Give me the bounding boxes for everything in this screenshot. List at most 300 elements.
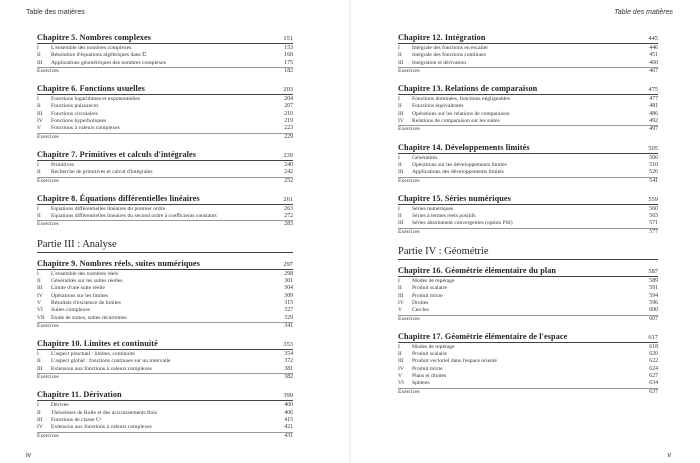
section-title: Résultats d'existence de limites — [51, 299, 121, 306]
section-title: Fonctions de classe Cᵏ — [51, 416, 102, 423]
section-entry — [37, 358, 293, 365]
section-entry — [37, 103, 293, 110]
section-page: 207 — [284, 103, 293, 110]
chapter-title: Chapitre 15. Séries numériques — [398, 193, 511, 203]
section-number: V — [398, 307, 403, 314]
section-page: 406 — [284, 409, 293, 416]
chapter-page: 475 — [648, 86, 658, 94]
section-title: Fonctions à valeurs complexes — [51, 125, 120, 132]
section-title: Limite d'une suite réelle — [51, 285, 105, 292]
section-entry — [398, 285, 658, 292]
section-title: Séries absolument convergentes (option PSI) — [412, 220, 513, 227]
section-number: I — [398, 45, 400, 51]
section-page: 477 — [649, 96, 658, 103]
section-entry — [398, 213, 658, 220]
section-number: VI — [398, 380, 404, 387]
section-title: Fonctions équivalentes — [412, 103, 464, 110]
chapter-heading — [37, 390, 293, 401]
section-page: 223 — [284, 125, 293, 132]
section-page: 153 — [284, 45, 293, 51]
section-number: IV — [37, 424, 43, 431]
section-number: I — [398, 205, 400, 212]
section-title: Opérations sur les limites — [51, 292, 109, 299]
section-title: Séries numériques — [412, 205, 454, 212]
section-page: 541 — [649, 177, 658, 184]
section-number: IV — [398, 365, 404, 372]
section-page: 372 — [284, 358, 293, 365]
chapter-page: 203 — [283, 86, 293, 94]
section-number: I — [37, 96, 39, 103]
chapter-page: 239 — [283, 151, 293, 159]
chapter-block — [37, 194, 293, 229]
section-page: 431 — [284, 432, 293, 439]
section-entry — [398, 169, 658, 176]
section-entry — [398, 220, 658, 227]
section-number: IV — [398, 299, 404, 306]
section-entry — [37, 315, 293, 322]
section-title: Équations différentielles linéaires du premier ordre — [51, 205, 166, 212]
section-page: 329 — [284, 314, 293, 321]
section-number: III — [37, 416, 43, 423]
section-page: 497 — [649, 126, 658, 133]
section-page: 571 — [649, 220, 658, 227]
section-number: V — [398, 373, 403, 380]
section-entry — [37, 125, 293, 132]
section-number: II — [398, 351, 402, 358]
section-title: Intégration et dérivation — [412, 59, 467, 66]
section-number: I — [37, 402, 39, 409]
section-page: 252 — [284, 177, 293, 184]
chapter-page: 151 — [283, 35, 293, 42]
section-number: I — [37, 161, 39, 168]
chapter-block — [398, 143, 658, 185]
section-page: 637 — [649, 388, 658, 395]
right-page — [351, 0, 700, 463]
section-number: VII — [37, 314, 45, 321]
section-title: L'aspect ponctuel : limites, continuité — [51, 351, 135, 358]
section-number: IV — [398, 118, 404, 125]
section-number: II — [398, 213, 402, 220]
section-page: 381 — [284, 365, 293, 372]
section-title: Modes de repérage — [412, 278, 455, 285]
section-entry — [398, 96, 658, 103]
chapter-title: Chapitre 7. Primitives et calculs d'intégrales — [37, 149, 197, 159]
section-title: Recherche de primitives et calcul d'intégrales — [51, 169, 153, 176]
section-page: 486 — [649, 110, 658, 117]
section-title: Intégrale des fonctions en escalier — [412, 45, 489, 51]
section-entry — [398, 52, 658, 59]
section-title: Exercices — [398, 67, 420, 74]
section-title: Extension aux fonctions à valeurs complexes — [51, 424, 152, 431]
chapter-heading — [398, 143, 658, 154]
section-entry — [37, 293, 293, 300]
section-number: IV — [37, 118, 43, 125]
section-number: I — [398, 343, 400, 350]
section-title: Exercices — [37, 67, 59, 74]
exercises-entry — [398, 315, 658, 323]
section-page: 263 — [284, 205, 293, 212]
section-number: II — [37, 278, 41, 285]
section-number: II — [398, 161, 402, 168]
section-title: Fonctions puissances — [51, 103, 99, 110]
chapter-title: Chapitre 8. Équations différentielles linéaires — [37, 193, 200, 203]
section-page: 210 — [284, 110, 293, 117]
section-entry — [37, 424, 293, 431]
section-title: Séries à termes réels positifs — [412, 213, 476, 220]
section-entry — [398, 118, 658, 125]
section-page: 589 — [649, 278, 658, 285]
section-number: V — [37, 125, 42, 132]
section-entry — [37, 213, 293, 220]
chapter-heading — [398, 332, 658, 343]
chapter-block — [37, 390, 293, 439]
section-title: Exercices — [398, 315, 420, 322]
section-title: Fonctions logarithmes et exponentielles — [51, 96, 141, 103]
section-entry — [398, 380, 658, 387]
section-entry — [398, 278, 658, 285]
chapter-title: Chapitre 12. Intégration — [398, 33, 486, 42]
chapter-page: 617 — [648, 333, 658, 341]
section-entry — [37, 278, 293, 285]
section-entry — [398, 344, 658, 351]
section-page: 627 — [649, 373, 658, 380]
section-number: II — [37, 103, 41, 110]
section-number: I — [37, 351, 39, 358]
section-page: 560 — [649, 205, 658, 212]
section-entry — [37, 162, 293, 169]
section-number: I — [37, 45, 39, 51]
section-page: 460 — [649, 59, 658, 66]
section-title: Exercices — [37, 221, 59, 228]
section-entry — [37, 351, 293, 358]
section-entry — [37, 52, 293, 59]
section-entry — [37, 96, 293, 103]
chapter-title: Chapitre 17. Géométrie élémentaire de l'espace — [398, 331, 568, 341]
toc-right — [398, 33, 658, 405]
section-title: Plans et droites — [412, 373, 447, 380]
chapter-heading — [398, 84, 658, 95]
section-number: I — [398, 278, 400, 285]
section-title: L'aspect global : fonctions continues sur un intervalle — [51, 358, 171, 365]
section-title: Extension aux fonctions à valeurs complexes — [51, 365, 152, 372]
section-page: 400 — [284, 402, 293, 409]
chapter-page: 353 — [283, 341, 293, 349]
section-page: 229 — [284, 133, 293, 140]
section-number: III — [398, 169, 404, 176]
section-page: 182 — [284, 67, 293, 74]
section-number: III — [398, 220, 404, 227]
chapter-block — [37, 259, 293, 330]
chapter-block — [398, 266, 658, 323]
section-page: 272 — [284, 213, 293, 220]
section-title: Suites complexes — [51, 307, 90, 314]
section-entry — [398, 358, 658, 365]
running-header: Table des matières — [614, 9, 673, 16]
section-title: Dérivée — [51, 402, 69, 409]
chapter-page: 505 — [648, 144, 658, 152]
chapter-heading — [398, 194, 658, 205]
section-title: Relations de comparaison sur les suites — [412, 118, 500, 125]
section-page: 315 — [284, 299, 293, 306]
section-page: 607 — [649, 315, 658, 322]
chapter-heading — [398, 266, 658, 277]
chapter-title: Chapitre 16. Géométrie élémentaire du plan — [398, 266, 557, 276]
toc-left — [37, 33, 293, 449]
section-entry — [37, 169, 293, 176]
section-number: II — [37, 52, 41, 59]
section-title: Exercices — [37, 133, 59, 140]
section-title: Exercices — [37, 432, 59, 439]
chapter-title: Chapitre 14. Développements limités — [398, 142, 530, 152]
section-page: 600 — [649, 307, 658, 314]
section-entry — [37, 417, 293, 424]
page-number: iv — [26, 452, 32, 459]
chapter-title: Chapitre 13. Relations de comparaison — [398, 84, 538, 94]
section-number: II — [398, 285, 402, 292]
section-title: Exercices — [398, 126, 420, 133]
chapter-title: Chapitre 10. Limites et continuité — [37, 339, 158, 349]
section-number: II — [37, 169, 41, 176]
section-title: Primitives — [51, 161, 74, 168]
section-entry — [37, 45, 293, 52]
section-title: Fonctions circulaires — [51, 110, 98, 117]
section-title: Produit vectoriel dans l'espace orienté — [412, 358, 497, 365]
chapter-title: Chapitre 11. Dérivation — [37, 390, 122, 400]
chapter-block — [398, 332, 658, 396]
section-number: I — [37, 270, 39, 277]
section-number: V — [37, 299, 42, 306]
section-number: III — [37, 365, 43, 372]
section-entry — [37, 111, 293, 118]
section-entry — [37, 206, 293, 213]
section-title: Exercices — [37, 322, 59, 329]
section-page: 506 — [649, 154, 658, 161]
section-title: Exercices — [37, 374, 59, 381]
section-page: 309 — [284, 292, 293, 299]
section-number: III — [398, 110, 404, 117]
section-number: II — [398, 103, 402, 110]
section-number: II — [37, 358, 41, 365]
section-title: Produit scalaire — [412, 285, 447, 292]
section-entry — [37, 410, 293, 417]
exercises-entry — [398, 388, 658, 396]
section-title: Fonctions hyperboliques — [51, 118, 107, 125]
section-entry — [398, 300, 658, 307]
section-page: 565 — [649, 213, 658, 220]
chapter-heading — [37, 84, 293, 95]
section-entry — [37, 285, 293, 292]
section-entry — [398, 111, 658, 118]
section-entry — [398, 162, 658, 169]
section-title: Étude de suites, suites récurrentes — [51, 314, 127, 321]
section-number: III — [398, 292, 404, 299]
section-page: 492 — [649, 118, 658, 125]
section-page: 634 — [649, 380, 658, 387]
section-title: Produit mixte — [412, 365, 443, 372]
section-title: L'ensemble des nombres complexes — [51, 45, 132, 51]
chapter-title: Chapitre 5. Nombres complexes — [37, 33, 152, 42]
section-number: III — [398, 358, 404, 365]
section-entry — [37, 271, 293, 278]
section-page: 620 — [649, 351, 658, 358]
section-number: II — [37, 409, 41, 416]
section-entry — [37, 366, 293, 373]
section-number: I — [398, 154, 400, 161]
section-title: Exercices — [398, 177, 420, 184]
section-page: 591 — [649, 285, 658, 292]
section-entry — [398, 307, 658, 314]
section-number: III — [398, 59, 404, 66]
section-entry — [398, 45, 658, 52]
section-entry — [398, 293, 658, 300]
chapter-page: 559 — [648, 195, 658, 203]
section-title: Équations différentielles linéaires du second ordre à coefficients constants — [51, 213, 217, 220]
section-number: II — [398, 52, 402, 59]
section-title: Droites — [412, 299, 429, 306]
exercises-entry — [37, 67, 293, 75]
section-entry — [398, 366, 658, 373]
section-number: IV — [37, 292, 43, 299]
chapter-page: 399 — [283, 392, 293, 400]
chapter-block — [398, 33, 658, 75]
page-number: v — [667, 452, 671, 459]
exercises-entry — [398, 228, 658, 236]
section-title: Intégrale des fonctions continues — [412, 52, 486, 59]
section-title: Généralités — [412, 154, 438, 161]
section-page: 219 — [284, 118, 293, 125]
section-entry — [37, 300, 293, 307]
section-title: Cercles — [412, 307, 429, 314]
section-page: 594 — [649, 292, 658, 299]
chapter-heading — [37, 339, 293, 350]
chapter-heading — [37, 150, 293, 161]
section-title: Sphères — [412, 380, 430, 387]
section-entry — [398, 351, 658, 358]
section-page: 415 — [284, 416, 293, 423]
section-page: 481 — [649, 103, 658, 110]
exercises-entry — [37, 133, 293, 141]
section-page: 168 — [284, 52, 293, 59]
chapter-heading — [37, 194, 293, 205]
section-title: Opérations sur les relations de comparaison — [412, 110, 510, 117]
section-title: Applications géométriques des nombres complexes — [51, 59, 166, 66]
chapter-page: 261 — [283, 195, 293, 203]
exercises-entry — [37, 322, 293, 330]
chapter-page: 445 — [648, 35, 658, 42]
section-number: III — [37, 59, 43, 66]
section-title: Exercices — [398, 228, 420, 235]
section-number: III — [37, 285, 43, 292]
section-title: Modes de repérage — [412, 343, 455, 350]
section-title: Résolution d'équations algébriques dans ℂ — [51, 52, 147, 59]
section-page: 446 — [649, 45, 658, 51]
section-page: 526 — [649, 169, 658, 176]
exercises-entry — [398, 177, 658, 185]
section-title: L'ensemble des nombres réels — [51, 270, 119, 277]
section-page: 242 — [284, 169, 293, 176]
section-page: 204 — [284, 96, 293, 103]
chapter-block — [398, 84, 658, 133]
section-entry — [37, 60, 293, 67]
chapter-page: 587 — [648, 268, 658, 276]
chapter-heading — [37, 33, 293, 44]
section-entry — [398, 373, 658, 380]
exercises-entry — [37, 432, 293, 440]
chapter-block — [37, 84, 293, 141]
section-title: Applications des développements limités — [412, 169, 504, 176]
section-title: Généralités sur les suites réelles — [51, 278, 123, 285]
exercises-entry — [37, 373, 293, 381]
exercises-entry — [398, 125, 658, 133]
chapter-block — [37, 150, 293, 185]
chapter-block — [37, 339, 293, 381]
chapter-title: Chapitre 6. Fonctions usuelles — [37, 84, 145, 94]
exercises-entry — [37, 220, 293, 228]
section-page: 467 — [649, 67, 658, 74]
section-title: Produit scalaire — [412, 351, 447, 358]
section-page: 596 — [649, 299, 658, 306]
section-title: Théorèmes de Rolle et des accroissements finis — [51, 409, 157, 416]
section-title: Opérations sur les développements limités — [412, 161, 507, 168]
chapter-block — [398, 194, 658, 236]
section-page: 175 — [284, 59, 293, 66]
chapter-block — [37, 33, 293, 75]
chapter-title: Chapitre 9. Nombres réels, suites numériques — [37, 258, 201, 268]
section-page: 304 — [284, 285, 293, 292]
chapter-page: 297 — [283, 260, 293, 268]
section-number: VI — [37, 307, 43, 314]
section-entry — [398, 60, 658, 67]
chapter-heading — [37, 259, 293, 270]
section-page: 421 — [284, 424, 293, 431]
section-entry — [398, 103, 658, 110]
section-number: I — [398, 96, 400, 103]
section-page: 451 — [649, 52, 658, 59]
section-entry — [37, 118, 293, 125]
section-page: 240 — [284, 161, 293, 168]
section-page: 354 — [284, 351, 293, 358]
section-page: 382 — [284, 374, 293, 381]
section-page: 298 — [284, 270, 293, 277]
section-number: I — [37, 205, 39, 212]
left-page — [0, 0, 349, 463]
section-number: III — [37, 110, 43, 117]
exercises-entry — [398, 67, 658, 75]
section-entry — [398, 206, 658, 213]
section-page: 618 — [649, 343, 658, 350]
part-heading: Partie III : Analyse — [37, 239, 293, 253]
section-number: II — [37, 213, 41, 220]
section-title: Exercices — [398, 388, 420, 395]
section-entry — [398, 155, 658, 162]
section-title: Fonctions dominées, fonctions négligeables — [412, 96, 510, 103]
section-title: Produit mixte — [412, 292, 443, 299]
section-page: 341 — [284, 322, 293, 329]
section-entry — [37, 307, 293, 314]
section-page: 283 — [284, 221, 293, 228]
section-title: Exercices — [37, 177, 59, 184]
part-heading: Partie IV : Géométrie — [398, 246, 658, 260]
section-page: 510 — [649, 161, 658, 168]
section-entry — [37, 402, 293, 409]
section-page: 577 — [649, 228, 658, 235]
exercises-entry — [37, 177, 293, 185]
running-header: Table des matières — [26, 9, 85, 16]
chapter-heading — [398, 33, 658, 44]
section-page: 622 — [649, 358, 658, 365]
section-page: 624 — [649, 365, 658, 372]
section-page: 327 — [284, 307, 293, 314]
